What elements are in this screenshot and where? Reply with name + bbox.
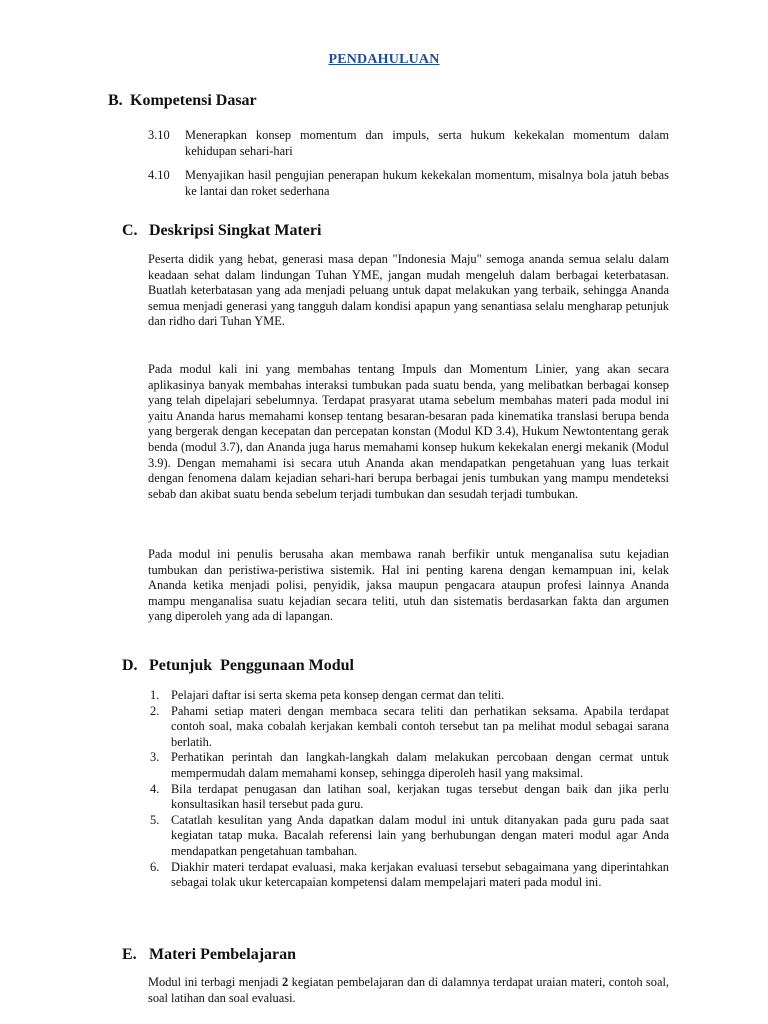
list-item bbox=[148, 704, 669, 751]
list-item bbox=[148, 782, 669, 813]
list-item bbox=[148, 813, 669, 860]
list-text: Perhatikan perintah dan langkah-langkah dalam melakukan percobaan dengan cermat untuk mempermudah dalam memahami konsep, sehingga diperoleh hasil yang maksimal. bbox=[171, 750, 669, 780]
section-d-heading bbox=[122, 657, 354, 675]
section-d-title: Petunjuk Penggunaan Modul bbox=[149, 657, 354, 674]
kd-item bbox=[148, 128, 669, 159]
section-c-heading bbox=[122, 222, 321, 240]
kd-text: Menerapkan konsep momentum dan impuls, serta hukum kekekalan momentum dalam kehidupan sehari-hari bbox=[185, 128, 669, 158]
list-number: 2. bbox=[150, 703, 160, 718]
section-e-heading bbox=[122, 946, 296, 964]
list-item bbox=[148, 860, 669, 891]
section-c-title: Deskripsi Singkat Materi bbox=[149, 222, 322, 239]
list-text: Catatlah kesulitan yang Anda dapatkan dalam modul ini untuk ditanyakan pada guru pada saat kegiatan tatap muka. Bacalah referensi lain yang berhubungan dengan materi modul agar Anda mendapatkan pengetahuan tambahan. bbox=[171, 812, 669, 858]
list-number: 1. bbox=[150, 688, 160, 702]
description-paragraph: Pada modul ini penulis berusaha akan membawa ranah berfikir untuk menganalisa sutu kejadian tumbukan dan peristiwa-peristiwa sistemik. Hal ini penting karena dengan kemampuan ini, kelak Ananda ketika menjadi polisi, penyidik, jaksa maupun pengacara ataupun profesi lainnya Ananda mampu menganalisa suatu kejadian secara teliti, utuh dan sistematis berdasarkan fakta dan argumen yang diperoleh yang ada di lapangan. bbox=[148, 547, 669, 624]
list-text: Pelajari daftar isi serta skema peta konsep dengan cermat dan teliti. bbox=[171, 688, 505, 702]
list-number: 6. bbox=[150, 859, 160, 874]
kd-item bbox=[148, 168, 669, 199]
section-e-letter: E. bbox=[122, 946, 137, 963]
kd-text: Menyajikan hasil pengujian penerapan hukum kekekalan momentum, misalnya bola jatuh bebas ke lantai dan roket sederhana bbox=[185, 168, 669, 198]
list-text: Pahami setiap materi dengan membaca secara teliti dan perhatikan seksama. Apabila terdapat contoh soal, maka cobalah kerjakan kembali contoh tersebut tan pa melihat modul sebagai sarana berlatih. bbox=[171, 703, 669, 749]
list-text: Diakhir materi terdapat evaluasi, maka kerjakan evaluasi tersebut sebagaimana yang diperintahkan sebagai tolak ukur ketercapaian kompetensi dalam mempelajari materi pada modul ini. bbox=[171, 859, 669, 890]
list-item bbox=[148, 750, 669, 781]
description-paragraph: Pada modul kali ini yang membahas tentang Impuls dan Momentum Linier, yang akan secara aplikasinya banyak membahas interaksi tumbukan pada suatu benda, yang melibatkan berbagai konsep yang telah dipelajari sebelumnya. Terdapat prasyarat utama sebelum membahas materi pada modul ini yaitu Ananda harus memahami konsep tentang besaran-besaran pada kinematika translasi berupa benda yang bergerak dengan kecepatan dan percepatan konstan (Modul KD 3.4), Hukum Newtontentang gerak benda (modul 3.7), dan Ananda juga harus memahami konsep hukum kekekalan energi mekanik (Modul 3.9). Dengan memahami isi secara utuh Ananda akan mendapatkan pengetahuan yang luas terkait dengan fenomena dalam kejadian sehari-hari berupa berbagai jenis tumbukan yang mampu mendeteksi sebab dan akibat suatu benda sebelum terjadi tumbukan dan sesudah terjadi tumbukan. bbox=[148, 362, 669, 501]
list-number: 5. bbox=[150, 812, 160, 827]
kd-number: 4.10 bbox=[148, 168, 170, 182]
list-number: 4. bbox=[150, 781, 160, 796]
materials-paragraph bbox=[148, 975, 673, 1006]
section-b-letter: B. bbox=[108, 92, 123, 109]
list-text: Bila terdapat penugasan dan latihan soal, kerjakan tugas tersebut dengan baik dan jika perlu konsultasikan hasil tersebut pada guru. bbox=[171, 781, 669, 812]
kd-number: 3.10 bbox=[148, 128, 170, 142]
section-d-letter: D. bbox=[122, 657, 138, 674]
usage-instructions-list bbox=[148, 688, 669, 891]
page-title: PENDAHULUAN bbox=[328, 52, 440, 67]
description-paragraph: Peserta didik yang hebat, generasi masa depan "Indonesia Maju" semoga ananda semua selalu dalam keadaan sehat dalam lindungan Tuhan YME, jangan mudah mengeluh dalam berbagai keterbatasan. Buatlah keterbatasan yang ada menjadi peluang untuk dapat melakukan yang terbaik, sehingga Ananda semua menjadi generasi yang tangguh dalam kondisi apapun yang senantiasa selalu mengharap petunjuk dan ridho dari Tuhan YME. bbox=[148, 252, 669, 329]
list-number: 3. bbox=[150, 750, 160, 765]
section-c-letter: C. bbox=[122, 222, 138, 239]
section-e-title: Materi Pembelajaran bbox=[149, 946, 297, 963]
materials-text-before: Modul ini terbagi menjadi bbox=[148, 975, 283, 989]
list-item bbox=[148, 688, 669, 704]
section-b-heading bbox=[108, 92, 257, 110]
activity-count: 2 bbox=[282, 975, 289, 989]
materials-text-after: kegiatan pembelajaran dan di dalamnya terdapat uraian materi, contoh soal, soal latihan dan soal evaluasi. bbox=[148, 975, 673, 1005]
section-b-title: Kompetensi Dasar bbox=[130, 92, 257, 109]
